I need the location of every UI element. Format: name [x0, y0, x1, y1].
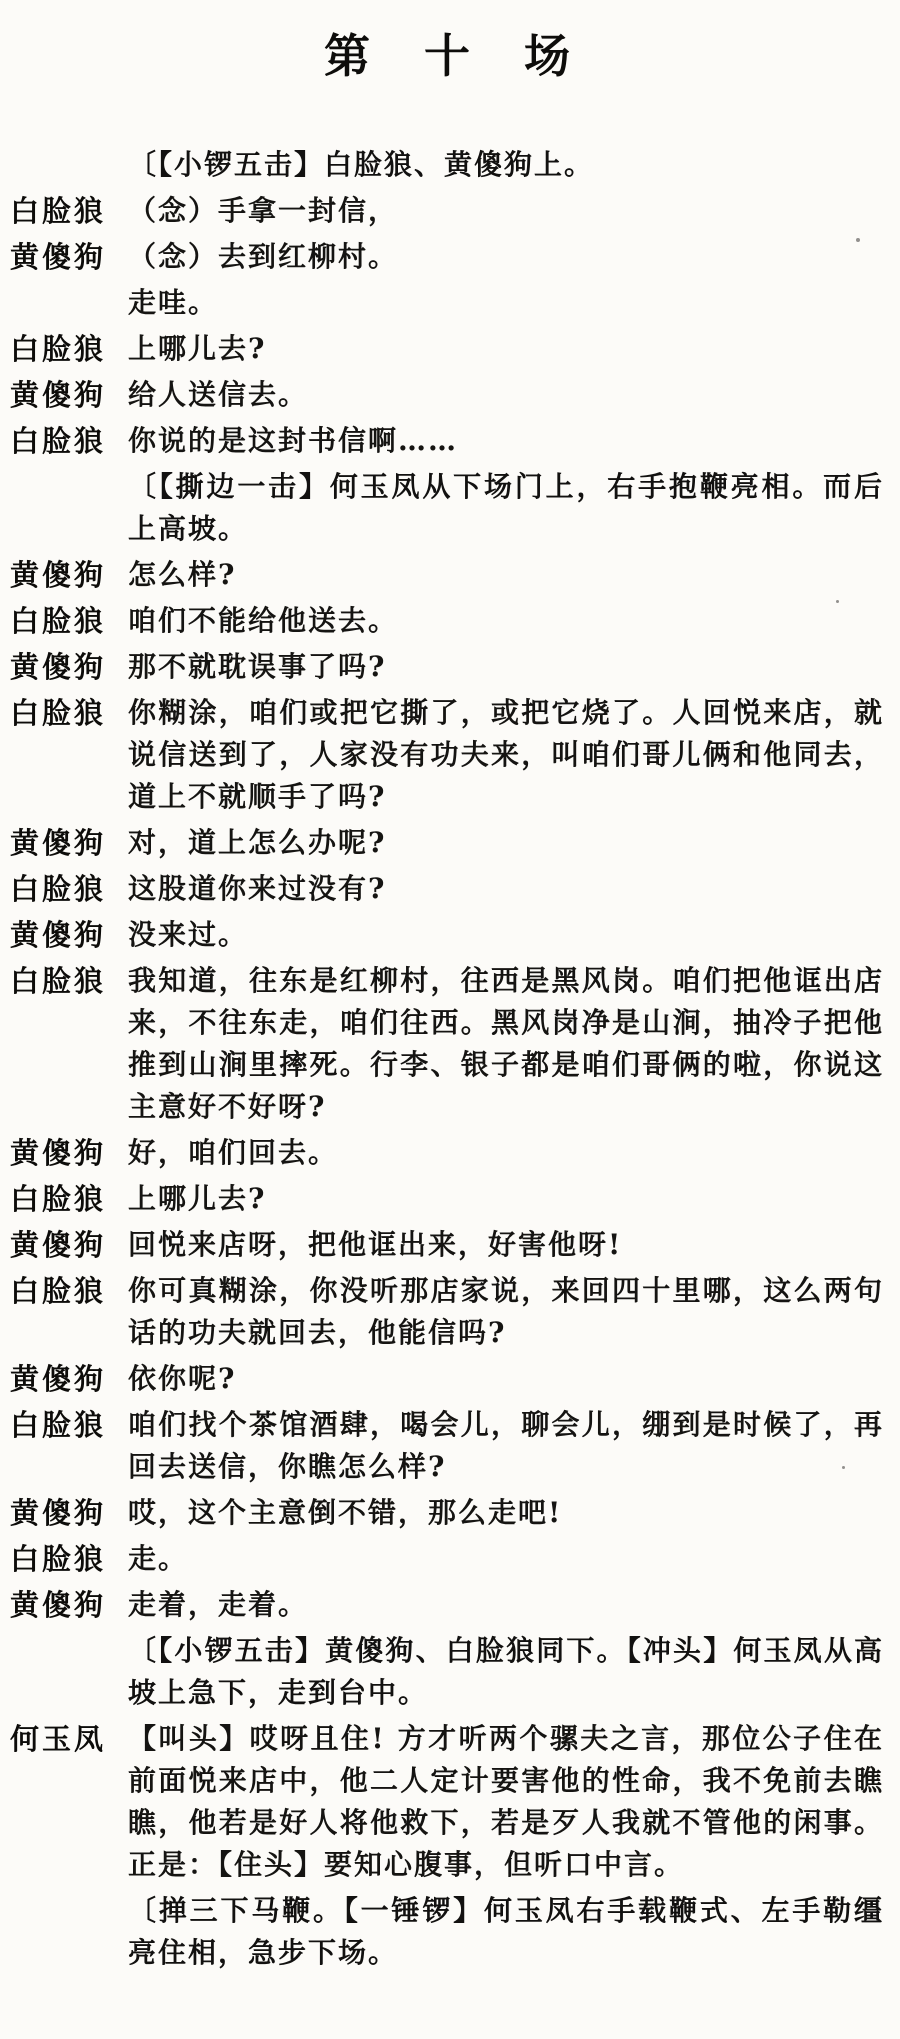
- dialogue-text: 给人送信去。: [128, 378, 309, 411]
- dialogue-line: [10, 868, 888, 910]
- dialogue-text: 走哇。: [128, 286, 219, 319]
- dialogue-line: [10, 190, 888, 232]
- script-body: [10, 144, 888, 1974]
- dialogue-line: [10, 1584, 888, 1626]
- dialogue-text: 怎么样?: [128, 558, 237, 591]
- speaker-name: 白脸狼: [10, 604, 107, 638]
- speaker-name: 黄傻狗: [10, 826, 107, 860]
- speaker-name: 白脸狼: [10, 1542, 107, 1576]
- speaker-name: 黄傻狗: [10, 918, 107, 952]
- dialogue-line: [10, 282, 888, 324]
- print-noise-speck: [856, 238, 860, 242]
- speaker-name: 白脸狼: [10, 194, 107, 228]
- print-noise-speck: [836, 600, 839, 603]
- dialogue-line: [10, 1538, 888, 1580]
- dialogue-line: [10, 646, 888, 688]
- dialogue-text: 我知道，往东是红柳村，往西是黑风岗。咱们把他诓出店来，不往东走，咱们往西。黑风岗净是山涧，抽冷子把他推到山涧里摔死。行李、银子都是咱们哥俩的啦，你说这主意好不好呀?: [128, 964, 884, 1123]
- print-noise-speck: [842, 1466, 845, 1469]
- speaker-name: 黄傻狗: [10, 240, 107, 274]
- dialogue-text: 哎，这个主意倒不错，那么走吧!: [128, 1496, 563, 1529]
- dialogue-line: [10, 960, 888, 1128]
- dialogue-line: [10, 1224, 888, 1266]
- dialogue-text: 没来过。: [128, 918, 249, 951]
- dialogue-text: 走着，走着。: [128, 1588, 309, 1621]
- speaker-name: 黄傻狗: [10, 1496, 107, 1530]
- speaker-name: 白脸狼: [10, 1408, 107, 1442]
- dialogue-line: [10, 1132, 888, 1174]
- stage-direction: 〔【小锣五击】黄傻狗、白脸狼同下。【冲头】何玉凤从高坡上急下，走到台中。: [128, 1634, 884, 1709]
- dialogue-line: [10, 822, 888, 864]
- dialogue-line: [10, 554, 888, 596]
- dialogue-line: [10, 1718, 888, 1886]
- dialogue-line: [10, 1358, 888, 1400]
- dialogue-text: 依你呢?: [128, 1362, 237, 1395]
- dialogue-text: 上哪儿去?: [128, 1182, 267, 1215]
- dialogue-text: 对，道上怎么办呢?: [128, 826, 387, 859]
- stage-direction: 〔【撕边一击】何玉凤从下场门上，右手抱鞭亮相。而后上高坡。: [128, 470, 884, 545]
- scene-title: 第 十 场: [324, 29, 574, 83]
- dialogue-text: 上哪儿去?: [128, 332, 267, 365]
- dialogue-text: 你糊涂，咱们或把它撕了，或把它烧了。人回悦来店，就说信送到了，人家没有功夫来，叫咱们哥儿俩和他同去，道上不就顺手了吗?: [128, 696, 884, 813]
- dialogue-line: [10, 1178, 888, 1220]
- dialogue-text: （念）手拿一封信，: [128, 194, 399, 227]
- dialogue-line: [10, 236, 888, 278]
- speaker-name: 黄傻狗: [10, 1362, 107, 1396]
- speaker-name: 黄傻狗: [10, 1588, 107, 1622]
- speaker-name: 白脸狼: [10, 424, 107, 458]
- speaker-name: 黄傻狗: [10, 1136, 107, 1170]
- speaker-name: 白脸狼: [10, 696, 107, 730]
- dialogue-text: （念）去到红柳村。: [128, 240, 399, 273]
- speaker-name: 黄傻狗: [10, 378, 107, 412]
- dialogue-line: [10, 692, 888, 818]
- dialogue-line: [10, 600, 888, 642]
- speaker-name: 白脸狼: [10, 332, 107, 366]
- speaker-name: 白脸狼: [10, 1182, 107, 1216]
- speaker-name: 黄傻狗: [10, 558, 107, 592]
- dialogue-line: [10, 914, 888, 956]
- stage-direction: 〔掸三下马鞭。【一锤锣】何玉凤右手载鞭式、左手勒缰亮住相，急步下场。: [128, 1894, 884, 1969]
- dialogue-line: [10, 328, 888, 370]
- dialogue-line: [10, 374, 888, 416]
- dialogue-line: [10, 1492, 888, 1534]
- dialogue-line: [10, 1404, 888, 1488]
- dialogue-text: 你可真糊涂，你没听那店家说，来回四十里哪，这么两句话的功夫就回去，他能信吗?: [128, 1274, 884, 1349]
- speaker-name: 白脸狼: [10, 964, 107, 998]
- dialogue-text: 咱们找个茶馆酒肆，喝会儿，聊会儿，绷到是时候了，再回去送信，你瞧怎么样?: [128, 1408, 884, 1483]
- speaker-name: 黄傻狗: [10, 650, 107, 684]
- dialogue-line: [10, 1270, 888, 1354]
- speaker-name: 白脸狼: [10, 872, 107, 906]
- dialogue-text: 那不就耽误事了吗?: [128, 650, 387, 683]
- dialogue-text: 咱们不能给他送去。: [128, 604, 399, 637]
- speaker-name: 白脸狼: [10, 1274, 107, 1308]
- dialogue-text: 好，咱们回去。: [128, 1136, 339, 1169]
- dialogue-line: [10, 420, 888, 462]
- dialogue-text: 回悦来店呀，把他诓出来，好害他呀!: [128, 1228, 623, 1261]
- dialogue-text: 你说的是这封书信啊……: [128, 424, 459, 457]
- speaker-name: 何玉凤: [10, 1722, 107, 1756]
- speaker-name: 黄傻狗: [10, 1228, 107, 1262]
- dialogue-text: 【叫头】哎呀且住! 方才听两个骡夫之言，那位公子住在前面悦来店中，他二人定计要害他的性命，我不免前去瞧瞧，他若是好人将他救下，若是歹人我就不管他的闲事。正是：【住头】要知心腹事，但听口中言。: [128, 1722, 884, 1881]
- stage-direction: 〔【小锣五击】白脸狼、黄傻狗上。: [128, 148, 595, 181]
- dialogue-text: 这股道你来过没有?: [128, 872, 387, 905]
- dialogue-text: 走。: [128, 1542, 189, 1575]
